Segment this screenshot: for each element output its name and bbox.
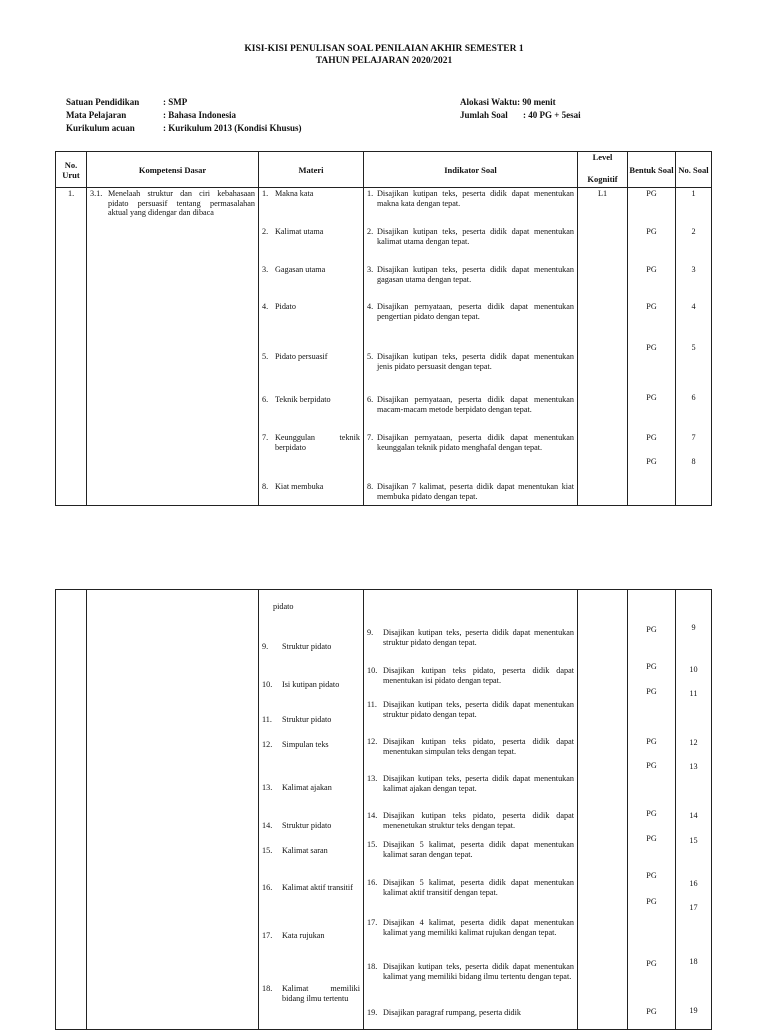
bentuk-value: PG — [646, 809, 657, 818]
header-kognitif: Kognitif — [587, 174, 618, 184]
indikator-item-number: 10. — [367, 666, 378, 675]
alokasi-waktu: Alokasi Waktu: 90 menit — [460, 97, 556, 107]
bentuk-value: PG — [646, 871, 657, 880]
header-indikator-soal: Indikator Soal — [364, 152, 578, 188]
nosoal-value: 12 — [689, 738, 698, 747]
indikator-item-text: Disajikan kutipan teks pidato, peserta didik dapat menenetukan struktur teks dengan tepat. — [383, 811, 574, 830]
indikator-item-number: 13. — [367, 774, 378, 783]
indikator-item — [367, 878, 574, 897]
materi-item — [262, 984, 360, 1003]
bentuk-value: PG — [646, 687, 657, 696]
materi-item — [262, 680, 360, 690]
materi-item — [262, 821, 360, 831]
header-level: Level — [592, 152, 613, 162]
materi-item-text: Kiat membuka — [275, 482, 324, 491]
bentuk-value: PG — [646, 737, 657, 746]
bentuk-value: PG — [646, 761, 657, 770]
materi-item — [262, 783, 360, 793]
table-row — [56, 188, 712, 506]
materi-continued: pidato — [273, 602, 294, 611]
indikator-item-text: Disajikan kutipan teks, peserta didik dapat menentukan gagasan utama dengan tepat. — [377, 265, 574, 284]
materi-item-number: 17. — [262, 931, 273, 940]
materi-item — [262, 352, 360, 362]
indikator-item — [367, 395, 574, 414]
indikator-item-number: 6. — [367, 395, 374, 404]
indikator-item-text: Disajikan kutipan teks, peserta didik dapat menentukan kalimat ajakan dengan tepat. — [383, 774, 574, 793]
indikator-item-text: Disajikan 7 kalimat, peserta didik dapat menentukan kiat membuka pidato dengan tepat. — [377, 482, 574, 501]
materi-item-number: 4. — [262, 302, 269, 311]
indikator-item-number: 8. — [367, 482, 374, 491]
indikator-item-text: Disajikan 5 kalimat, peserta didik dapat menentukan kalimat saran dengan tepat. — [383, 840, 574, 859]
kd-item — [90, 189, 255, 218]
materi-item-number: 13. — [262, 783, 273, 792]
indikator-item — [367, 433, 574, 452]
indikator-item-text: Disajikan kutipan teks, peserta didik dapat menentukan kalimat utama dengan tepat. — [377, 227, 574, 246]
kisi-table-page1 — [55, 151, 712, 506]
bentuk-value: PG — [646, 433, 657, 442]
indikator-item — [367, 482, 574, 501]
document-title: KISI-KISI PENULISAN SOAL PENILAIAN AKHIR SEMESTER 1 — [244, 44, 524, 54]
kisi-table-page2 — [55, 589, 712, 1030]
jumlah-label: Jumlah Soal — [460, 110, 508, 120]
indikator-item-number: 9. — [367, 628, 374, 637]
bentuk-value: PG — [646, 959, 657, 968]
indikator-item — [367, 737, 574, 756]
bentuk-value: PG — [646, 457, 657, 466]
indikator-item-number: 2. — [367, 227, 374, 236]
indikator-item — [367, 918, 574, 937]
indikator-item-text: Disajikan pernyataan, peserta didik dapat menentukan pengertian pidato dengan tepat. — [377, 302, 574, 321]
bentuk-value: PG — [646, 1007, 657, 1016]
materi-item-text: Pidato — [275, 302, 296, 311]
bentuk-value: PG — [646, 625, 657, 634]
materi-item-text: Kalimat memiliki bidang ilmu tertentu — [282, 984, 360, 1003]
materi-item — [262, 189, 360, 199]
materi-item-text: Pidato persuasif — [275, 352, 328, 361]
cell-nosoal — [676, 188, 712, 506]
materi-item-text: Struktur pidato — [282, 715, 332, 724]
indikator-item-text: Disajikan 5 kalimat, peserta didik dapat menentukan kalimat aktif transitif dengan tepat. — [383, 878, 574, 897]
materi-item-number: 5. — [262, 352, 269, 361]
materi-item-text: Kalimat aktif transitif — [282, 883, 353, 892]
materi-item-number: 15. — [262, 846, 273, 855]
indikator-item — [367, 1008, 574, 1018]
kd-number: 3.1. — [90, 189, 103, 198]
indikator-item-text: Disajikan kutipan teks, peserta didik dapat menentukan jenis pidato persuasit dengan tepat. — [377, 352, 574, 371]
nosoal-value: 11 — [689, 689, 698, 698]
materi-item-text: Kata rujukan — [282, 931, 325, 940]
materi-item-number: 16. — [262, 883, 273, 892]
materi-item-text: Struktur pidato — [282, 821, 332, 830]
materi-item — [262, 482, 360, 492]
materi-item — [262, 715, 360, 725]
indikator-item — [367, 265, 574, 284]
indikator-item-number: 12. — [367, 737, 378, 746]
indikator-item-text: Disajikan paragraf rumpang, peserta didik — [383, 1008, 522, 1017]
level-value: L1 — [597, 189, 608, 198]
bentuk-value: PG — [646, 343, 657, 352]
nosoal-value: 15 — [689, 836, 698, 845]
cell-level — [578, 188, 628, 506]
materi-item — [262, 433, 360, 452]
bentuk-value: PG — [646, 189, 657, 198]
cell-no-urut — [56, 188, 87, 506]
nosoal-value: 4 — [691, 302, 696, 311]
materi-item-text: Simpulan teks — [282, 740, 329, 749]
materi-item-text: Gagasan utama — [275, 265, 326, 274]
cell-indikator — [364, 188, 578, 506]
materi-item-number: 7. — [262, 433, 269, 442]
nosoal-value: 17 — [689, 903, 698, 912]
header-no-soal: No. Soal — [676, 152, 712, 188]
indikator-item-text: Disajikan kutipan teks, peserta didik dapat menentukan struktur pidato dengan tepat. — [383, 628, 574, 647]
materi-item-number: 10. — [262, 680, 273, 689]
bentuk-value: PG — [646, 393, 657, 402]
nosoal-value: 9 — [691, 623, 696, 632]
bentuk-value: PG — [646, 227, 657, 236]
materi-item-text: Teknik berpidato — [275, 395, 331, 404]
indikator-item-number: 7. — [367, 433, 374, 442]
satuan-value: : SMP — [163, 97, 188, 107]
indikator-item — [367, 628, 574, 647]
materi-item-number: 8. — [262, 482, 269, 491]
cell-nosoal — [676, 590, 712, 1030]
mapel-label: Mata Pelajaran — [66, 110, 127, 120]
indikator-item-number: 11. — [367, 700, 377, 709]
kurikulum-label: Kurikulum acuan — [66, 123, 135, 133]
indikator-item — [367, 352, 574, 371]
materi-item — [262, 265, 360, 275]
nosoal-value: 19 — [689, 1006, 698, 1015]
materi-item-number: 3. — [262, 265, 269, 274]
materi-item-text: Makna kata — [275, 189, 314, 198]
cell-bentuk — [628, 590, 676, 1030]
indikator-item-number: 16. — [367, 878, 378, 887]
cell-materi — [259, 590, 364, 1030]
indikator-item-number: 17. — [367, 918, 378, 927]
nosoal-value: 14 — [689, 811, 698, 820]
indikator-item-number: 14. — [367, 811, 378, 820]
bentuk-value: PG — [646, 834, 657, 843]
materi-item-number: 2. — [262, 227, 269, 236]
header-materi: Materi — [259, 152, 364, 188]
jumlah-value: : 40 PG + 5esai — [523, 110, 581, 120]
materi-item — [262, 227, 360, 237]
table-row — [56, 590, 712, 1030]
indikator-item-number: 3. — [367, 265, 374, 274]
indikator-item — [367, 302, 574, 321]
cell-kompetensi-dasar — [87, 188, 259, 506]
nosoal-value: 2 — [691, 227, 696, 236]
header-no-urut: No. Urut — [56, 152, 87, 188]
materi-item — [262, 642, 360, 652]
kurikulum-value: : Kurikulum 2013 (Kondisi Khusus) — [163, 123, 302, 133]
cell-kompetensi-dasar — [87, 590, 259, 1030]
materi-item — [262, 931, 360, 941]
nosoal-value: 18 — [689, 957, 698, 966]
indikator-item-number: 19. — [367, 1008, 378, 1017]
materi-item-text: Struktur pidato — [282, 642, 332, 651]
indikator-item-number: 15. — [367, 840, 378, 849]
materi-item-text: Kalimat saran — [282, 846, 328, 855]
nosoal-value: 13 — [689, 762, 698, 771]
materi-item — [262, 883, 360, 893]
nosoal-value: 7 — [691, 433, 696, 442]
cell-no-urut — [56, 590, 87, 1030]
materi-item-number: 6. — [262, 395, 269, 404]
indikator-item — [367, 700, 574, 719]
materi-item-text: Keunggulan teknik berpidato — [275, 433, 360, 452]
bentuk-value: PG — [646, 897, 657, 906]
materi-item-text: Kalimat ajakan — [282, 783, 332, 792]
indikator-item-text: Disajikan kutipan teks pidato, peserta didik dapat menentukan isi pidato dengan tepat. — [383, 666, 574, 685]
indikator-item-text: Disajikan pernyataan, peserta didik dapat menentukan keunggalan teknik pidato menghafal dengan tepat. — [377, 433, 574, 452]
header-bentuk-soal: Bentuk Soal — [628, 152, 676, 188]
indikator-item — [367, 811, 574, 830]
materi-item — [262, 395, 360, 405]
indikator-item-text: Disajikan kutipan teks pidato, peserta didik dapat menentukan simpulan teks dengan tepat. — [383, 737, 574, 756]
materi-item-number: 11. — [262, 715, 272, 724]
mapel-value: : Bahasa Indonesia — [163, 110, 237, 120]
indikator-item-text: Disajikan kutipan teks, peserta didik dapat menentukan struktur pidato dengan tepat. — [383, 700, 574, 719]
indikator-item — [367, 840, 574, 859]
indikator-item — [367, 666, 574, 685]
indikator-item — [367, 962, 574, 981]
indikator-item-number: 1. — [367, 189, 374, 198]
indikator-item — [367, 189, 574, 208]
cell-level — [578, 590, 628, 1030]
indikator-item-text: Disajikan kutipan teks, peserta didik dapat menentukan makna kata dengan tepat. — [377, 189, 574, 208]
header-kompetensi-dasar: Kompetensi Dasar — [87, 152, 259, 188]
materi-item — [262, 846, 360, 856]
document-subtitle: TAHUN PELAJARAN 2020/2021 — [315, 56, 453, 66]
nosoal-value: 10 — [689, 665, 698, 674]
cell-indikator — [364, 590, 578, 1030]
bentuk-value: PG — [646, 662, 657, 671]
cell-bentuk — [628, 188, 676, 506]
indikator-item-number: 18. — [367, 962, 378, 971]
satuan-label: Satuan Pendidikan — [66, 97, 140, 107]
nosoal-value: 3 — [691, 265, 696, 274]
nosoal-value: 16 — [689, 879, 698, 888]
materi-item-number: 9. — [262, 642, 269, 651]
materi-item-number: 1. — [262, 189, 269, 198]
indikator-item-text: Disajikan 4 kalimat, peserta didik dapat menentukan kalimat yang memiliki kalimat rujukan dengan tepat. — [383, 918, 574, 937]
indikator-item-number: 4. — [367, 302, 374, 311]
cell-materi — [259, 188, 364, 506]
materi-item-number: 14. — [262, 821, 273, 830]
indikator-item-text: Disajikan pernyataan, peserta didik dapat menentukan macam-macam metode berpidato dengan tepat. — [377, 395, 574, 414]
materi-item — [262, 302, 360, 312]
nosoal-value: 5 — [691, 343, 696, 352]
header-level-kognitif — [578, 152, 628, 188]
materi-item-number: 18. — [262, 984, 273, 993]
materi-item-text: Kalimat utama — [275, 227, 324, 236]
materi-item-number: 12. — [262, 740, 273, 749]
bentuk-value: PG — [646, 265, 657, 274]
nosoal-value: 8 — [691, 457, 696, 466]
indikator-item-number: 5. — [367, 352, 374, 361]
bentuk-value: PG — [646, 302, 657, 311]
row-number: 1. — [68, 189, 75, 198]
nosoal-value: 1 — [691, 189, 696, 198]
indikator-item-text: Disajikan kutipan teks, peserta didik dapat menentukan kalimat yang memiliki bidang ilmu tertentu dengan tepat. — [383, 962, 574, 981]
indikator-item — [367, 227, 574, 246]
materi-item — [262, 740, 360, 750]
indikator-item — [367, 774, 574, 793]
nosoal-value: 6 — [691, 393, 696, 402]
kd-text: Menelaah struktur dan ciri kebahasaan pidato persuasif tentang permasalahan aktual yang didengar dan dibaca — [108, 189, 255, 218]
materi-item-text: Isi kutipan pidato — [282, 680, 340, 689]
table-header-row — [56, 152, 712, 188]
